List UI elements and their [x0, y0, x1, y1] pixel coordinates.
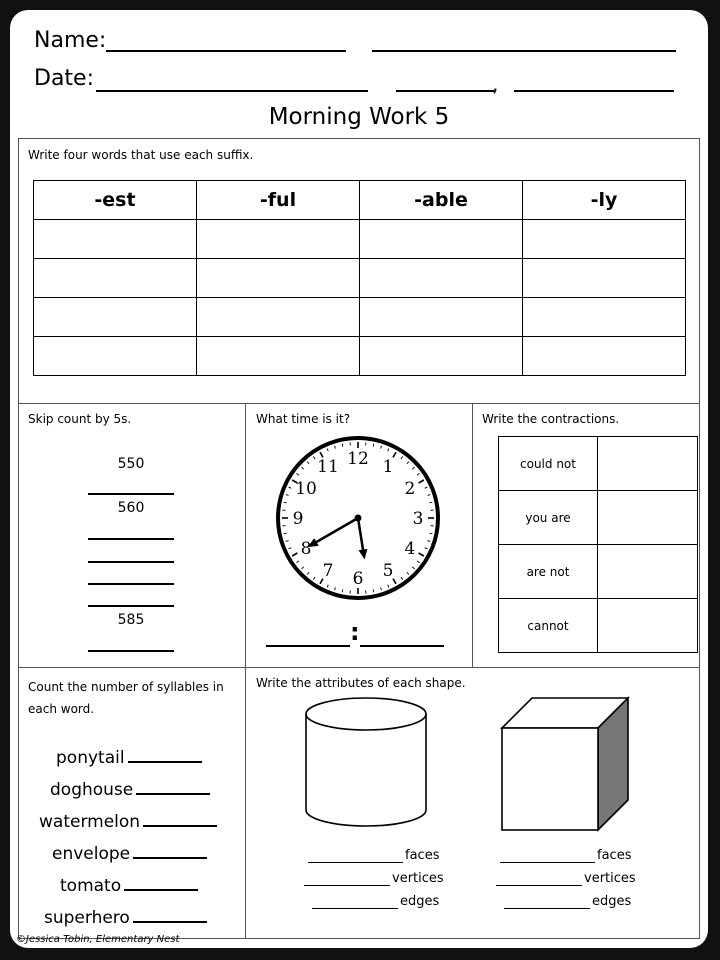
cylinder-faces	[308, 848, 439, 863]
suffix-cell[interactable]	[197, 259, 360, 298]
skip-count-blank[interactable]	[88, 493, 174, 495]
syllable-item	[44, 906, 274, 928]
contraction-words: are not	[499, 545, 598, 599]
syllable-word: tomato	[60, 876, 122, 896]
suffix-instruction: Write four words that use each suffix.	[28, 148, 254, 162]
suffix-cell[interactable]	[523, 220, 686, 259]
clock-center	[355, 515, 362, 522]
attribute-label: edges	[592, 894, 632, 909]
attribute-label: faces	[405, 848, 440, 863]
clock-colon: :	[350, 618, 360, 646]
syllables-instruction-line: each word.	[28, 702, 95, 716]
clock-tick	[429, 533, 432, 534]
attribute-label: vertices	[392, 871, 444, 886]
skip-count-blank[interactable]	[88, 561, 174, 563]
skip-count-number: 585	[117, 612, 145, 628]
syllable-word: watermelon	[39, 812, 141, 832]
date-day-blank[interactable]	[396, 90, 494, 92]
syllable-item	[50, 778, 280, 800]
contractions-table	[498, 436, 698, 653]
name-label: Name:	[34, 28, 107, 53]
skip-count-instruction: Skip count by 5s.	[28, 412, 132, 426]
shapes-instruction: Write the attributes of each shape.	[256, 676, 466, 690]
contractions-instruction: Write the contractions.	[482, 412, 620, 426]
name-last-blank[interactable]	[372, 50, 676, 52]
attribute-blank[interactable]	[504, 895, 590, 909]
syllable-word: ponytail	[56, 748, 125, 768]
skip-count-section	[18, 403, 246, 668]
clock-hour-blank[interactable]	[266, 645, 350, 647]
page-title: Morning Work 5	[268, 104, 450, 130]
clock-number: 4	[404, 539, 416, 559]
cube-vertices	[496, 871, 636, 886]
cube-edges	[504, 894, 631, 909]
suffix-cell[interactable]	[197, 298, 360, 337]
cube-icon	[500, 696, 632, 832]
contraction-words: cannot	[499, 599, 598, 653]
syllable-blank[interactable]	[124, 874, 198, 891]
cylinder-icon	[304, 696, 428, 830]
skip-count-blank[interactable]	[88, 583, 174, 585]
syllables-instruction-line: Count the number of syllables in	[28, 680, 224, 694]
suffix-cell[interactable]	[360, 298, 523, 337]
date-year-blank[interactable]	[514, 90, 674, 92]
clock-tick	[429, 502, 432, 503]
date-comma: ,	[492, 72, 499, 96]
clock-number: 5	[382, 560, 394, 581]
suffix-header: -ly	[523, 181, 686, 220]
skip-count-number: 550	[117, 456, 145, 472]
date-weekday-blank[interactable]	[96, 90, 368, 92]
clock-tick	[373, 444, 374, 447]
suffix-table	[33, 180, 686, 376]
contraction-words: you are	[499, 491, 598, 545]
suffix-cell[interactable]	[34, 220, 197, 259]
copyright-footer: ©Jessica Tobin, Elementary Nest	[16, 934, 180, 945]
clock-number: 12	[347, 449, 369, 469]
attribute-blank[interactable]	[496, 872, 582, 886]
clock-number: 11	[317, 457, 339, 478]
worksheet-page	[10, 10, 708, 948]
syllable-word: superhero	[44, 908, 130, 928]
attribute-blank[interactable]	[308, 849, 403, 863]
cylinder-vertices	[304, 871, 444, 886]
suffix-cell[interactable]	[360, 337, 523, 376]
syllable-blank[interactable]	[133, 906, 207, 923]
syllable-blank[interactable]	[133, 842, 207, 859]
suffix-cell[interactable]	[34, 259, 197, 298]
attribute-label: faces	[597, 848, 632, 863]
clock-number: 9	[292, 509, 304, 529]
skip-count-blank[interactable]	[88, 650, 174, 652]
clock-number: 2	[404, 479, 416, 499]
name-first-blank[interactable]	[106, 50, 346, 52]
clock-tick	[342, 589, 343, 592]
suffix-cell[interactable]	[360, 259, 523, 298]
suffix-header: -est	[34, 181, 197, 220]
contraction-answer[interactable]	[598, 437, 698, 491]
skip-count-blank[interactable]	[88, 538, 174, 540]
clock-number: 7	[322, 560, 334, 581]
suffix-cell[interactable]	[197, 337, 360, 376]
skip-count-blank[interactable]	[88, 605, 174, 607]
suffix-cell[interactable]	[34, 337, 197, 376]
clock-minute-blank[interactable]	[360, 645, 444, 647]
syllable-blank[interactable]	[136, 778, 210, 795]
clock-number: 10	[295, 479, 317, 499]
clock-tick	[284, 533, 287, 534]
attribute-label: vertices	[584, 871, 636, 886]
contraction-answer[interactable]	[598, 491, 698, 545]
suffix-cell[interactable]	[523, 298, 686, 337]
contraction-answer[interactable]	[598, 599, 698, 653]
syllable-blank[interactable]	[143, 810, 217, 827]
skip-count-number: 560	[117, 500, 145, 516]
suffix-cell[interactable]	[523, 259, 686, 298]
clock-number: 1	[382, 457, 394, 478]
date-label: Date:	[34, 66, 94, 91]
clock-number: 3	[412, 509, 424, 529]
clock-tick	[373, 589, 374, 592]
suffix-header: -ful	[197, 181, 360, 220]
analog-clock	[274, 434, 442, 602]
clock-instruction: What time is it?	[256, 412, 351, 426]
cylinder-edges	[312, 894, 439, 909]
syllable-item	[56, 746, 286, 768]
suffix-cell[interactable]	[197, 220, 360, 259]
suffix-cell[interactable]	[523, 337, 686, 376]
cube-faces	[500, 848, 631, 863]
syllables-instruction	[28, 676, 224, 720]
attribute-blank[interactable]	[304, 872, 390, 886]
syllable-item	[52, 842, 282, 864]
syllable-item	[39, 810, 269, 832]
suffix-cell[interactable]	[360, 220, 523, 259]
syllable-word: doghouse	[50, 780, 134, 800]
clock-tick	[342, 444, 343, 447]
clock-tick	[284, 502, 287, 503]
contraction-answer[interactable]	[598, 545, 698, 599]
contraction-words: could not	[499, 437, 598, 491]
syllable-word: envelope	[52, 844, 131, 864]
clock-number: 8	[300, 539, 312, 559]
syllable-blank[interactable]	[128, 746, 202, 763]
attribute-label: edges	[400, 894, 440, 909]
attribute-blank[interactable]	[312, 895, 398, 909]
clock-number: 6	[352, 569, 364, 589]
syllable-item	[60, 874, 290, 896]
attribute-blank[interactable]	[500, 849, 595, 863]
suffix-cell[interactable]	[34, 298, 197, 337]
suffix-header: -able	[360, 181, 523, 220]
